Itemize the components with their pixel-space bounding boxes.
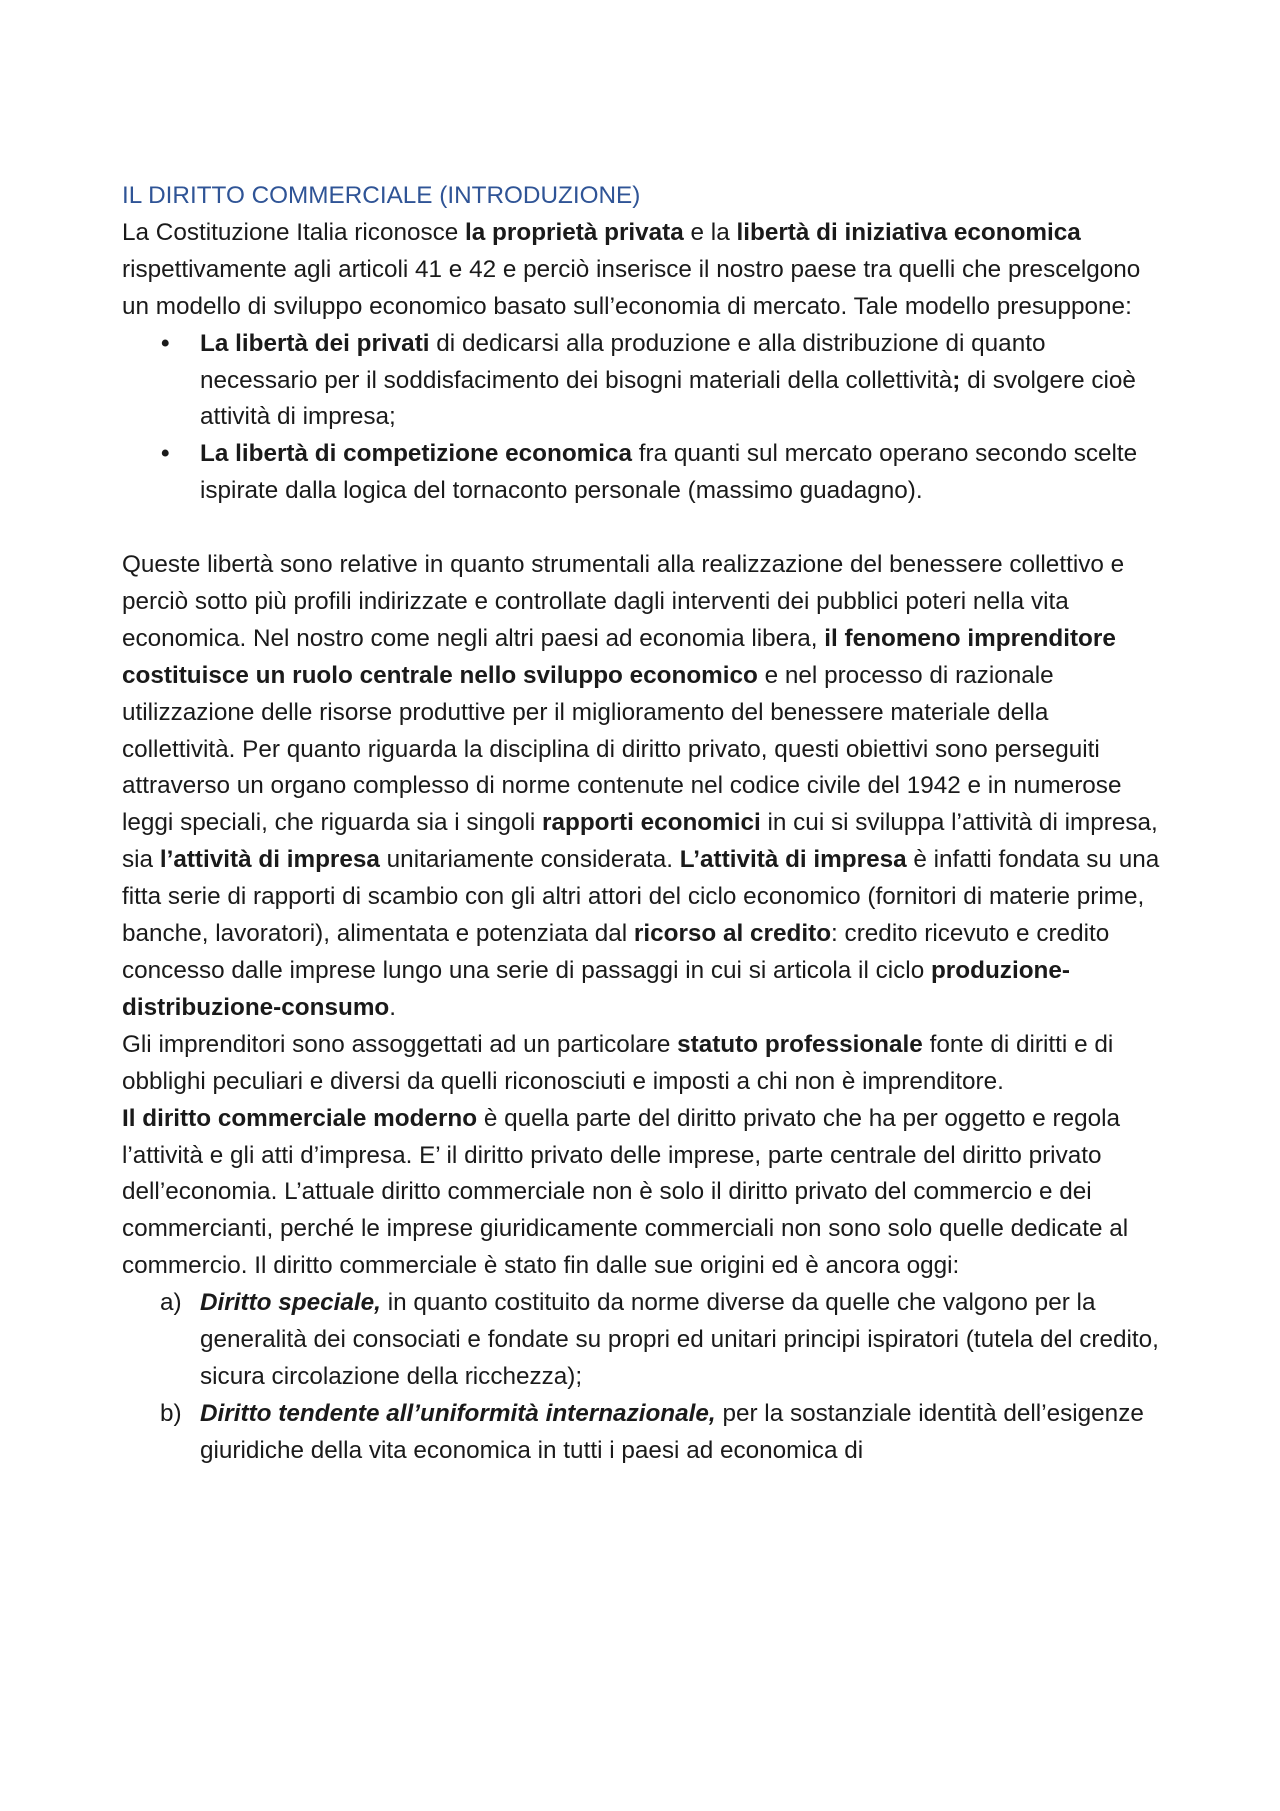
alpha-bold-italic: Diritto tendente all’uniformità internazionale, [200, 1399, 716, 1427]
paragraph-3 [122, 1027, 1167, 1101]
paragraph-4 [122, 1101, 1167, 1286]
p3-bold-1: statuto professionale [677, 1030, 923, 1058]
p3-text-1: Gli imprenditori sono assoggettati ad un particolare [122, 1030, 678, 1058]
bullet-text-2: di svolgere cioè attività di impresa; [200, 366, 1136, 431]
intro-paragraph [122, 215, 1167, 326]
p2-text-7: . [389, 993, 397, 1021]
bullet-bold: La libertà di competizione economica [200, 440, 633, 468]
bullet-item [122, 326, 1167, 437]
alpha-item [122, 1285, 1167, 1396]
bullet-icon: • [161, 440, 170, 468]
intro-bold-2: libertà di iniziativa economica [736, 218, 1081, 246]
intro-bold-1: la proprietà privata [465, 218, 684, 246]
bullet-text: fra quanti sul mercato operano secondo scelte ispirate dalla logica del tornaconto personale (massimo guadagno). [200, 440, 1138, 505]
p2-bold-5: ricorso al credito [633, 920, 832, 948]
p2-text-6: : credito ricevuto e credito concesso dalle imprese lungo una serie di passaggi in cui si articola il ciclo [122, 920, 1110, 985]
p2-text-1: Queste libertà sono relative in quanto strumentali alla realizzazione del benessere collettivo e perciò sotto più profili indirizzate e controllate dagli interventi dei pubblici poteri nella vita economica. Nel nostro come negli altri paesi ad economia libera, [122, 551, 1125, 652]
bullet-item [122, 436, 1167, 510]
p2-bold-1: il fenomeno imprenditore costituisce un ruolo centrale nello sviluppo economico [122, 624, 1116, 689]
bullet-bold-semicolon: ; [952, 366, 961, 394]
alpha-text: per la sostanziale identità dell’esigenze giuridiche della vita economica in tutti i paesi ad economica di [200, 1399, 1144, 1464]
bullet-text: di dedicarsi alla produzione e alla distribuzione di quanto necessario per il soddisfacimento dei bisogni materiali della collettività [200, 329, 1046, 394]
alpha-item [122, 1396, 1167, 1470]
intro-text-2: e la [683, 218, 737, 246]
p4-text-1: è quella parte del diritto privato che ha per oggetto e regola l’attività e gli atti d’impresa. E’ il diritto privato delle imprese, parte centrale del diritto privato dell’economia. L’attuale diritto commerciale non è solo il diritto privato del commercio e dei commercianti, perché le imprese giuridicamente commerciali non sono solo quelle dedicate al commercio. Il diritto commerciale è stato fin dalle sue origini ed è ancora oggi: [122, 1104, 1129, 1280]
intro-text-3: rispettivamente agli articoli 41 e 42 e perciò inserisce il nostro paese tra quelli che prescelgono un modello di sviluppo economico basato sull’economia di mercato. Tale modello presuppone: [122, 255, 1141, 320]
p2-bold-3: l’attività di impresa [159, 846, 380, 874]
p2-text-5: è infatti fondata su una fitta serie di rapporti di scambio con gli altri attori del ciclo economico (fornitori di materie prime, banche, lavoratori), alimentata e potenziata dal [122, 846, 1160, 948]
p2-bold-6: produzione-distribuzione-consumo [122, 957, 1070, 1021]
p3-text-2: fonte di diritti e di obblighi peculiari e diversi da quelli riconosciuti e imposti a chi non è imprenditore. [122, 1030, 1114, 1095]
p2-text-4: unitariamente considerata. [379, 846, 680, 874]
document-title: IL DIRITTO COMMERCIALE (INTRODUZIONE) [122, 182, 641, 209]
alpha-marker: a) [160, 1289, 182, 1317]
p2-text-3: in cui si sviluppa l’attività di impresa, sia [122, 809, 1158, 874]
document-page [122, 178, 1167, 1470]
p2-bold-2: rapporti economici [542, 809, 761, 837]
bullet-bold: La libertà dei privati [200, 329, 430, 357]
alpha-bold-italic: Diritto speciale, [200, 1289, 381, 1317]
bullet-list [122, 326, 1167, 511]
paragraph-gap [122, 510, 1167, 547]
alpha-list [122, 1285, 1167, 1470]
bullet-icon: • [161, 329, 170, 357]
alpha-marker: b) [160, 1399, 182, 1427]
p2-bold-4: L’attività di impresa [679, 846, 907, 874]
intro-text-1: La Costituzione Italia riconosce [122, 218, 466, 246]
paragraph-2 [122, 547, 1167, 1027]
p4-bold-1: Il diritto commerciale moderno [122, 1104, 478, 1132]
alpha-text: in quanto costituito da norme diverse da quelle che valgono per la generalità dei consociati e fondate su propri ed unitari principi ispiratori (tutela del credito, sicura circolazione della ricchezza); [200, 1289, 1159, 1390]
p2-text-2: e nel processo di razionale utilizzazione delle risorse produttive per il miglioramento del benessere materiale della collettività. Per quanto riguarda la disciplina di diritto privato, questi obiettivi sono perseguiti attraverso un organo complesso di norme contenute nel codice civile del 1942 e in numerose leggi speciali, che riguarda sia i singoli [122, 661, 1122, 837]
